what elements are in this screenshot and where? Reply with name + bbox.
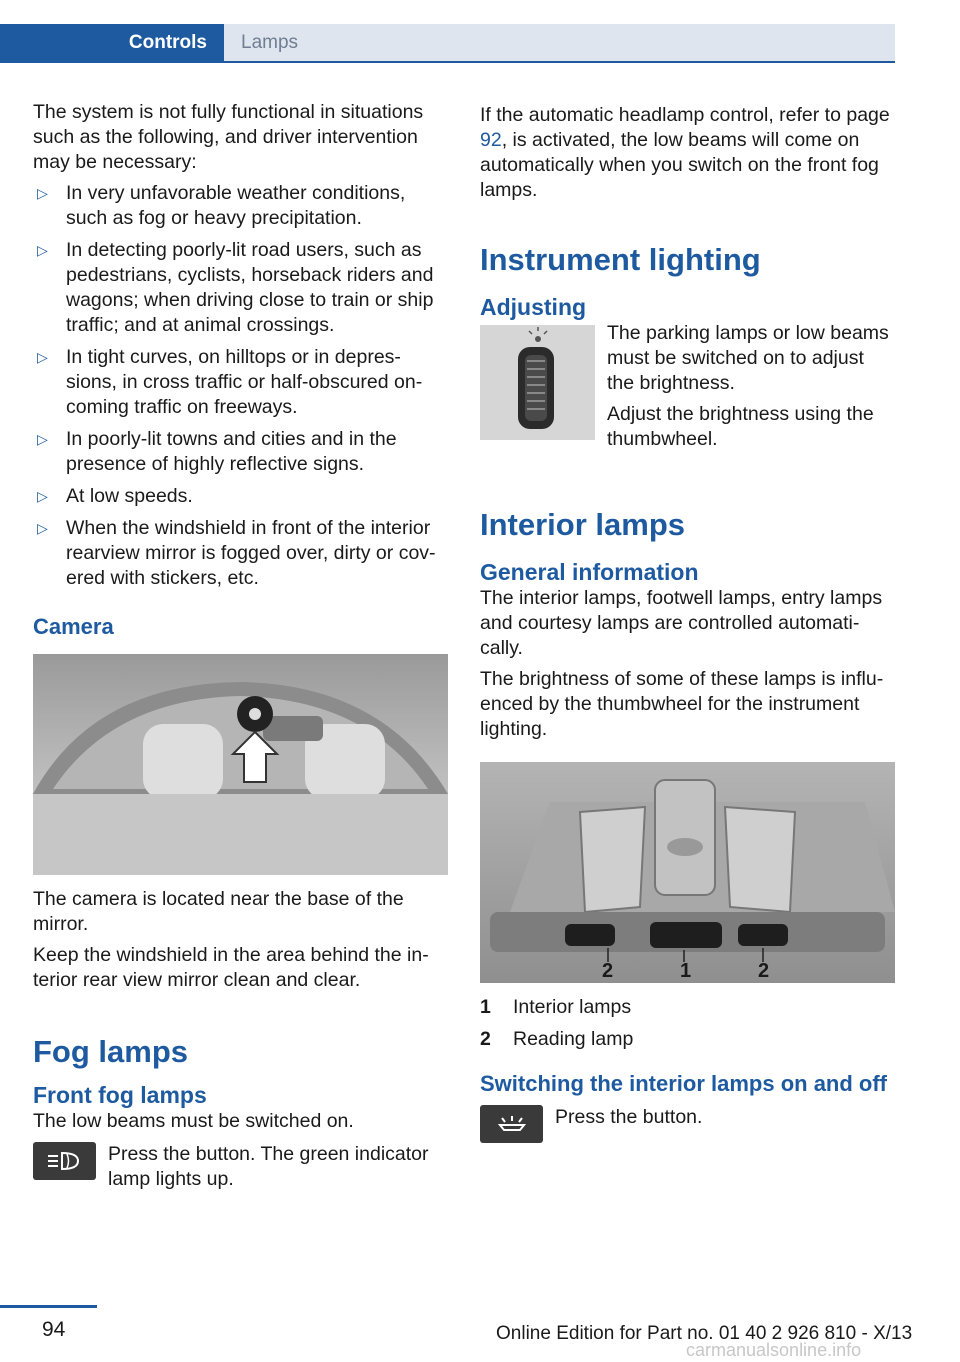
adjusting-requirement: The parking lamps or low beams must be switched on to adjust the brightness. (607, 322, 889, 394)
adjusting-text (607, 321, 896, 458)
list-item (33, 484, 449, 509)
triangle-bullet-icon: ▷ (37, 488, 48, 504)
list-item-text: In poorly-lit towns and cities and in the presence of highly reflective signs. (66, 428, 397, 475)
fog-button-row (33, 1142, 449, 1192)
tab-controls[interactable] (0, 24, 224, 61)
list-item-text: In tight curves, on hilltops or in depres-sions, in cross traffic or half-obscured on-coming traffic on freeways. (66, 346, 423, 418)
legend-number: 2 (480, 1028, 491, 1050)
triangle-bullet-icon: ▷ (37, 242, 48, 258)
tab-lamps-label: Lamps (241, 31, 299, 53)
triangle-bullet-icon: ▷ (37, 520, 48, 536)
list-item (33, 181, 449, 231)
adjusting-row (480, 321, 896, 458)
general-info-p1: The interior lamps, footwell lamps, entry lamps and courtesy lamps are controlled automati-cally. (480, 587, 883, 659)
edition-text: Online Edition for Part no. 01 40 2 926 810 - X/13 (496, 1323, 913, 1344)
interior-button-row (480, 1105, 896, 1143)
fog-lamp-button-icon (33, 1142, 96, 1180)
triangle-bullet-icon: ▷ (37, 349, 48, 365)
front-fog-heading: Front fog lamps (33, 1082, 207, 1108)
tab-controls-label: Controls (128, 31, 207, 53)
legend-item (480, 995, 896, 1020)
camera-heading: Camera (33, 614, 114, 639)
list-item (33, 516, 449, 591)
list-item-text: In detecting poorly-lit road users, such as pedestrians, cyclists, horseback riders and wagons; when driving close to train or ship traffic; and at animal crossings. (66, 239, 434, 336)
general-info-heading: General information (480, 559, 699, 585)
thumbwheel-image (480, 325, 595, 440)
instrument-lighting-heading: Instrument lighting (480, 242, 761, 277)
windshield-camera-image (33, 654, 448, 875)
triangle-bullet-icon: ▷ (37, 431, 48, 447)
legend-number: 1 (480, 996, 491, 1018)
legend-label: Reading lamp (513, 1028, 634, 1050)
list-item (33, 345, 449, 420)
list-item (33, 238, 449, 338)
switching-heading: Switching the interior lamps on and off (480, 1071, 888, 1096)
fog-lamps-heading: Fog lamps (33, 1034, 189, 1069)
adjusting-instruction: Adjust the brightness using the thumbwheel. (607, 403, 874, 450)
front-fog-requirement: The low beams must be switched on. (33, 1110, 354, 1132)
limitations-list (33, 181, 449, 591)
legend-label: Interior lamps (513, 996, 632, 1018)
intro-paragraph: The system is not fully functional in situations such as the following, and driver intervention may be necessary: (33, 101, 424, 173)
interior-lamps-heading: Interior lamps (480, 507, 685, 542)
right-column (480, 103, 896, 1143)
list-item-text: In very unfavorable weather conditions, such as fog or heavy precipitation. (66, 182, 406, 229)
left-column (33, 100, 449, 1192)
camera-photo (33, 654, 448, 875)
adjusting-heading: Adjusting (480, 294, 587, 320)
list-item (33, 427, 449, 477)
callout-2-left: 2 (602, 960, 614, 982)
triangle-bullet-icon: ▷ (37, 185, 48, 201)
interior-light-button-icon (480, 1105, 543, 1143)
legend-item (480, 1027, 896, 1052)
tab-lamps[interactable] (224, 24, 895, 61)
interior-lamps-photo (480, 762, 895, 983)
camera-location-text: The camera is located near the base of the mirror. (33, 888, 404, 935)
footer-divider (0, 1305, 97, 1308)
header-divider (0, 61, 895, 63)
auto-headlamp-text (480, 103, 896, 203)
photo-legend (480, 995, 896, 1052)
page-number: 94 (42, 1318, 66, 1341)
list-item-text: When the windshield in front of the interior rearview mirror is fogged over, dirty or cov-ered with stickers, etc. (66, 517, 436, 589)
list-item-text: At low speeds. (66, 485, 193, 507)
auto-text-after: , is activated, the low beams will come on automatically when you switch on the front fog lamps. (480, 129, 879, 201)
auto-text-before: If the automatic headlamp control, refer to page (480, 104, 890, 126)
fog-button-instruction: Press the button. The green indicator lamp lights up. (108, 1143, 429, 1190)
camera-clean-text: Keep the windshield in the area behind the in-terior rear view mirror clean and clear. (33, 944, 429, 991)
interior-button-instruction: Press the button. (555, 1106, 703, 1128)
page-link[interactable]: 92 (480, 129, 502, 151)
callout-2-right: 2 (758, 960, 770, 982)
thumbwheel-photo (480, 325, 595, 440)
watermark: carmanualsonline.info (686, 1340, 862, 1360)
roof-console-image (480, 762, 895, 983)
callout-1: 1 (680, 960, 692, 982)
general-info-p2: The brightness of some of these lamps is influ-enced by the thumbwheel for the instrument lighting. (480, 668, 884, 740)
